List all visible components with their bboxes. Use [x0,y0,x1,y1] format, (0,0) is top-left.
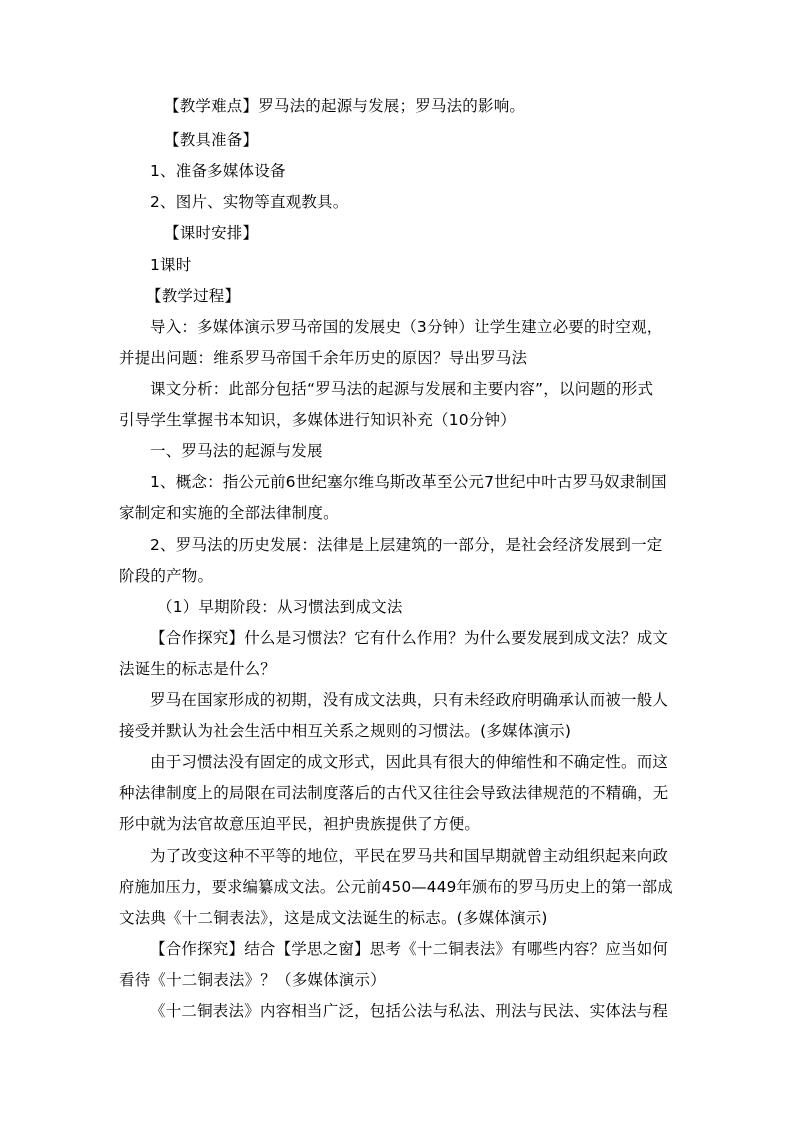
early-stage-heading: （1）早期阶段：从习惯法到成文法 [157,598,403,616]
content-line-1: 《十二铜表法》内容相当广泛，包括公法与私法、刑法与民法、实体法与程 [150,1002,669,1020]
twelve-tables-line-2: 府施加压力，要求编纂成文法。公元前450—449年颁布的罗马历史上的第一部成 [119,878,673,896]
uncertainty-line-3: 形中就为法官故意压迫平民，袒护贵族提供了方便。 [119,815,481,833]
inquiry-2-line-1: 【合作探究】结合【学思之窗】思考《十二铜表法》有哪些内容？应当如何 [150,940,669,958]
twelve-tables-line-3: 文法典《十二铜表法》，这是成文法诞生的标志。(多媒体演示) [119,909,548,927]
aid-item-2: 2、图片、实物等直观教具。 [150,193,349,211]
twelve-tables-line-1: 为了改变这种不平等的地位，平民在罗马共和国早期就曾主动组织起来向政 [150,847,669,865]
concept-line-2: 家制定和实施的全部法律制度。 [119,504,339,522]
intro-paragraph-line-2: 并提出问题：维系罗马帝国千余年历史的原因？导出罗马法 [119,349,528,367]
teaching-aids-heading: 【教具准备】 [164,131,259,149]
history-line-2: 阶段的产物。 [119,567,214,585]
teaching-difficulty-line: 【教学难点】罗马法的起源与发展；罗马法的影响。 [164,97,526,115]
uncertainty-line-1: 由于习惯法没有固定的成文形式，因此具有很大的伸缩性和不确定性。而这 [150,753,669,771]
inquiry-2-line-2: 看待《十二铜表法》？（多媒体演示） [119,971,386,989]
uncertainty-line-2: 种法律制度上的局限在司法制度落后的古代又往往会导致法律规范的不精确，无 [119,784,669,802]
schedule-value: 1课时 [150,256,192,274]
inquiry-1-line-1: 【合作探究】什么是习惯法？它有什么作用？为什么要发展到成文法？成文 [150,629,669,647]
customary-law-line-2: 接受并默认为社会生活中相互关系之规则的习惯法。(多媒体演示) [119,722,572,740]
analysis-paragraph-line-2: 引导学生掌握书本知识，多媒体进行知识补充（10分钟） [119,411,516,429]
schedule-heading: 【课时安排】 [164,224,259,242]
history-line-1: 2、罗马法的历史发展：法律是上层建筑的一部分，是社会经济发展到一定 [150,536,663,554]
analysis-paragraph-line-1: 课文分析：此部分包括“罗马法的起源与发展和主要内容”，以问题的形式 [150,380,654,398]
aid-item-1: 1、准备多媒体设备 [150,162,286,180]
inquiry-1-line-2: 法诞生的标志是什么？ [119,660,277,678]
process-heading: 【教学过程】 [146,287,241,305]
section-heading-origin: 一、罗马法的起源与发展 [150,442,323,460]
concept-line-1: 1、概念：指公元前6世纪塞尔维乌斯改革至公元7世纪中叶古罗马奴隶制国 [150,473,667,491]
customary-law-line-1: 罗马在国家形成的初期，没有成文法典，只有未经政府明确承认而被一般人 [150,691,669,709]
intro-paragraph-line-1: 导入：多媒体演示罗马帝国的发展史（3分钟）让学生建立必要的时空观， [150,318,663,336]
